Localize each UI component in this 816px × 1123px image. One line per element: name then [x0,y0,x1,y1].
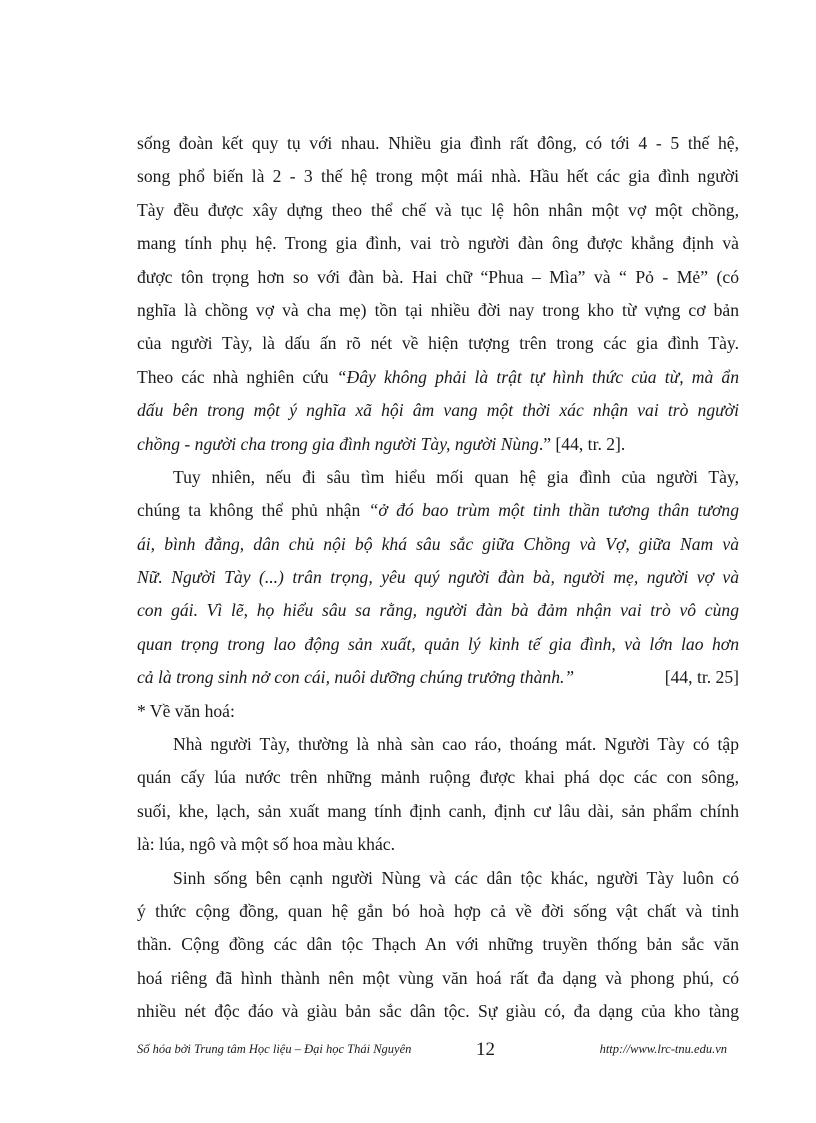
text-line: suối, khe, lạch, sản xuất mang tính định canh, định cư lâu dài, sản phẩm chính [137,800,739,821]
text-line: thần. Cộng đồng các dân tộc Thạch An với những truyền thống bản sắc văn [137,934,739,955]
paragraph-gender-equality [137,461,739,695]
text-line [137,661,739,694]
quote-text: cả là trong sinh nở con cái, nuôi dưỡng chúng trưởng thành.” [137,667,575,688]
text-line: mang tính phụ hệ. Trong gia đình, vai trò người đàn ông được khẳng định và [137,233,739,254]
citation: .” [44, tr. 2]. [538,433,626,454]
quote-text: dấu bên trong một ý nghĩa xã hội âm vang một thời xác nhận vai trò người [137,400,739,421]
quote-text: quan trọng trong lao động sản xuất, quản lý kinh tế gia đình, và lớn lao hơn [137,633,739,654]
text-line: được tôn trọng hơn so với đàn bà. Hai chữ “Phua – Mìa” và “ Pỏ - Mẻ” (có [137,266,739,287]
paragraph-family-structure [137,127,739,461]
text-line [137,494,739,527]
text-line: là: lúa, ngô và một số hoa màu khác. [137,834,395,855]
text-line: của người Tày, là dấu ấn rõ nét về hiện tượng trên trong các gia đình Tày. [137,333,739,354]
quote-text: Nữ. Người Tày (...) trân trọng, yêu quý người đàn bà, người mẹ, người vợ và [137,567,739,588]
text-line: sống đoàn kết quy tụ với nhau. Nhiều gia đình rất đông, có tới 4 - 5 thế hệ, [137,133,739,153]
page-footer [137,1039,739,1069]
text-line [137,628,739,661]
section-heading: * Về văn hoá: [137,700,235,721]
quote-text: ái, bình đẳng, dân chủ nội bộ khá sâu sắc giữa Chồng và Vợ, giữa Nam và [137,533,739,554]
text-line: Nhà người Tày, thường là nhà sàn cao ráo, thoáng mát. Người Tày có tập [173,734,739,755]
text-line: song phổ biến là 2 - 3 thế hệ trong một mái nhà. Hầu hết các gia đình người [137,166,739,187]
quote-text: chồng - người cha trong gia đình người Tày, người Nùng [137,433,539,454]
text-line: nhiều nét độc đáo và giàu bản sắc dân tộc. Sự giàu có, đa dạng của kho tàng [137,1001,739,1022]
text-run: chúng ta không thể phủ nhận [137,500,369,521]
text-line: Tuy nhiên, nếu đi sâu tìm hiểu mối quan hệ gia đình của người Tày, [173,466,739,487]
paragraph-community [137,862,739,1029]
quote-text: “ở đó bao trùm một tinh thần tương thân tương [368,500,739,521]
text-line [137,394,739,427]
text-line: nghĩa là chồng vợ và cha mẹ) tồn tại nhiều đời nay trong kho từ vựng cơ bản [137,299,739,320]
quote-text: con gái. Vì lẽ, họ hiểu sâu sa rằng, người đàn bà đảm nhận vai trò vô cùng [137,600,739,621]
citation: [44, tr. 25] [664,667,739,688]
text-run: Theo các nhà nghiên cứu [137,366,337,387]
body-text [137,127,739,1029]
text-line [137,528,739,561]
footer-url: http://www.lrc-tnu.edu.vn [599,1042,727,1056]
text-line: Tày đều được xây dựng theo thể chế và tục lệ hôn nhân một vợ một chồng, [137,199,739,220]
text-line [137,594,739,627]
text-line: quán cấy lúa nước trên những mảnh ruộng được khai phá dọc các con sông, [137,767,739,788]
quote-text: “Đây không phải là trật tự hình thức của từ, mà ẩn [336,366,739,387]
paragraph-housing-agriculture [137,728,739,862]
text-line [137,361,739,394]
page-number: 12 [476,1039,495,1060]
footer-digitization-credit: Số hóa bởi Trung tâm Học liệu – Đại học Thái Nguyên [137,1042,412,1056]
text-line [137,428,739,461]
text-line [137,561,739,594]
text-line: hoá riêng đã hình thành nên một vùng văn hoá rất đa dạng và phong phú, có [137,967,739,988]
text-line: ý thức cộng đồng, quan hệ gắn bó hoà hợp cả về đời sống vật chất và tinh [137,900,739,921]
text-line: Sinh sống bên cạnh người Nùng và các dân tộc khác, người Tày luôn có [173,867,739,888]
